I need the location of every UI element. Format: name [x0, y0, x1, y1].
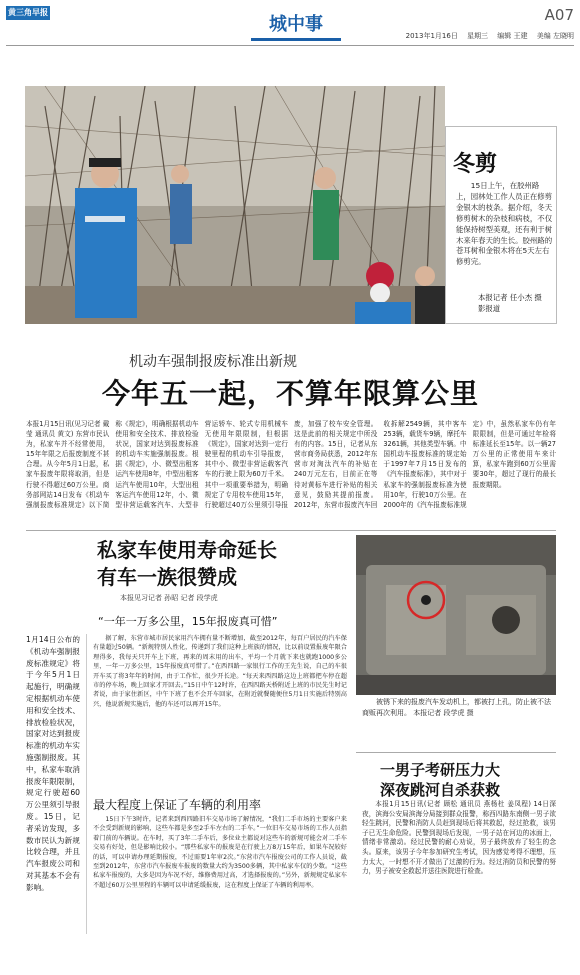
section-underline — [251, 38, 341, 41]
article2-body-a: 据了解，东营市城市居民家用汽车拥有量不断增加，截至2012年，每百户居民的汽车保有量超过50辆。“新规特别人性化，传递到了我们这种上班族的情况，比以前设置报废年限合理得多，我每天只开车上下班，再来的周末用的出车，平均一个月就下来也就跑1000多公里，一年一万多公里，15年报废真可惜了。”在西四路一家银行工作的王先生说，自己的车很开车买了将3年年的时间，由于工作忙，很少开长途。“每天来西四路这边上班都把车停在超市的停车场，晚上回家才开回去。”15日中午12时许，在西四路天桥附近上班的市民先生时记者说，由于家住新区，中午下班了也不会开车回家，在附近就餐随便住5月1日实施后特别高兴，他说新规实施后，他的车还可以再开15年。 — [93, 635, 347, 708]
article2-subhead2: 最大程度上保证了车辆的利用率 — [93, 798, 262, 812]
feature-body: 15日上午，在胶州路上，园林处工作人员正在修剪金银木的枝条。据介绍，冬天修剪树木的杂枝和病枝，不仅能保持树型美观，还有利于树木来年春天的生长。胶州路的苍耳树和金银木将在5天左右修剪完。 — [456, 181, 553, 267]
section-divider — [26, 530, 556, 531]
masthead — [6, 4, 574, 46]
issue-meta — [399, 31, 574, 41]
article3-headline — [380, 760, 540, 800]
article2-subhead: “一年一万多公里，15年报废真可惜” — [98, 615, 278, 628]
engine-photo-caption: 被锈下来的报废汽车发动机上，都被打上孔，防止被不法商贩再次利用。 本报记者 段学虎 摄 — [362, 698, 551, 717]
article1-kicker: 机动车强制报废标准出新规 — [129, 354, 297, 370]
section-title: 城中事 — [269, 14, 323, 35]
article2-byline: 本报见习记者 孙昭 记者 段学虎 — [120, 594, 218, 602]
article1-headline: 今年五一起，不算年限算公里 — [102, 377, 480, 410]
pruning-photo-illustration — [25, 86, 445, 324]
issue-date: 2013年1月16日 — [405, 32, 458, 40]
engine-photo — [356, 535, 556, 695]
article2-sidebar: 1月14日公布的《机动车强制报废标准规定》将于今年5月1日起施行，明确规定根据机动车使用和安全技术、排放检验状况，国家对达到报废标准的机动车实施强制报废。其中，私家车取消报废年限限制，规定行驶超60万公里须引导报废。15日，记者采访发现，多数市民认为新规比较合理，并且汽车报废公司和对其基本不会有影响。 — [26, 635, 80, 892]
pruning-photo — [25, 86, 445, 324]
newspaper-logo: 黄三角早报 — [6, 6, 50, 20]
column-divider — [86, 634, 87, 934]
editor-credit: 编辑 王建 — [497, 32, 528, 40]
feature-title: 冬剪 — [453, 152, 498, 177]
article2-headline-line1: 私家车使用寿命延长 — [97, 538, 277, 562]
engine-photo-illustration — [356, 535, 556, 695]
masthead-rule — [6, 45, 574, 46]
right-column-divider — [356, 752, 556, 753]
article3-headline-line1: 一男子考研压力大 — [380, 761, 501, 779]
designer-credit: 美编 左晓明 — [536, 32, 574, 40]
feature-caption-box — [445, 126, 557, 324]
article2-headline-line2: 有车一族很赞成 — [97, 565, 237, 589]
issue-weekday: 星期三 — [467, 32, 489, 40]
article3-headline-line2: 深夜跳河自杀获救 — [380, 781, 501, 799]
article1-body: 本报1月15日讯(见习记者 戴莹 通讯员 黄文) 东营市民认为，私家车并不经常使用，15年年限之后报废制度不甚合理。从今年5月1日起，私家车报废年限将取消，但是行驶不得超过60万公里。商务部网站14日发布《机动车强制报废标准规定》以下简称《规定》，明确根据机动车使用和安全技术、排放检验状况，国家对达到报废标准的机动车实施强制报废。根据《规定》，小、微型出租客运汽车使用8年，中型出租客运汽车使用10年，大型出租客运汽车使用12年，小、微型非营运载客汽车、大型非营运轿车、轮式专用机械车无使用年限限制，但根据《规定》，国家对达到一定行驶里程的机动车引导报废，其中小、微型非营运载客汽车的行驶上限为60万千米。其中一项重要举措为，明确规定了专用校车使用15年，行驶超过40万公里须引导报废，加强了校车安全管理。这是此前的相关规定中所没有的内容。15日，记者从东营市商务局获悉，2012年东营市对淘汰汽车的补贴在240万元左右，目前正在等待对黄标车进行补贴的相关意见，鼓励其提前报废。2012年，东营市报废汽车回收拆解2549辆，其中客车253辆，载货车9辆，摩托车3261辆，其他类型车辆。中国机动车报废标准的规定始于1997年7月15日发布的《汽车报废标准》，其中对于私家车的强制报废标准为使用10年，行驶10万公里。在2000年的《汽车报废标准规定》中，虽然私家车仍有年限限制，但是可通过年检将标准延长至15年。以一辆27万公里的正常使用车来计算，私家车跑到60万公里需要30年，超过了现行的最长报废期限。 — [26, 420, 556, 509]
feature-credit: 本报记者 任小杰 摄影报道 — [478, 293, 542, 313]
article2-body-b: 15日下午3时许，记者来到西四路旧车交易市场了解情况，“我们二手市场的主要客户来不会受到新规的影响，这些车都是多至2手车左右的二手车。”一位旧车交易市场的工作人员指着门前的车辆说。在车时，买了3年二手车后，多位业主都说对这些车的新规可能会对二手车交易有好处，但是影响比较小。“那些私家车的报废是在行驶上万8万15年后，如果车况较好的话，可以申请办理延期报废，不过需要1年审2次。”东营市汽车报废公司的工作人员说，截至到2012年，东营市汽车报废车报废的数量大约为3500多辆，其中私家车仅的少数。“这些私家车报废的，大多是因为车况不好，维修费用过高，才选择报废的。”另外，新规规定私家车不超过60万公里里程的车辆可以申请延缓报废，这在程度上保证了车辆的利用率。 — [93, 816, 347, 889]
page-number: A07 — [544, 6, 574, 24]
article3-body: 本报1月15日讯(记者 顾松 通讯员 燕杨杜 姜凤程) 14日深夜，滨海公安局滨海分局接到群众报警，称西四路东南侧一男子欲轻生跳河，民警和消防人员赶到现场后将其救起，经过抢救，该男子已无生命危险。民警到现场后发现，一男子站在河边的冰面上，情绪非常激动。经过民警的耐心劝说，男子最终放弃了轻生的念头。原来，该男子今年参加研究生考试，因为感觉考得不理想，压力太大，一时想不开才做出了过激的行为。经过消防员和民警的努力，男子被安全救起并送往医院进行检查。 — [362, 800, 556, 876]
article2-headline — [97, 537, 347, 591]
